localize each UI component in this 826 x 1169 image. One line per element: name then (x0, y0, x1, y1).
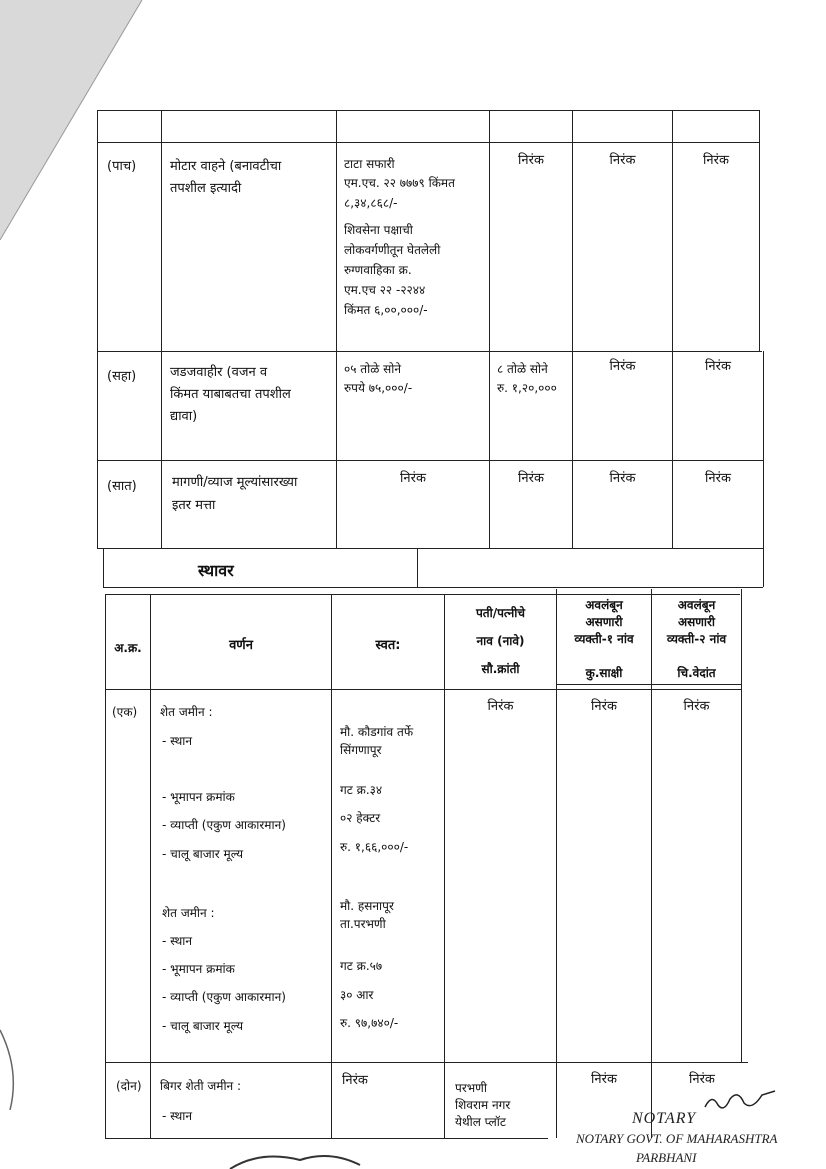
spouse-value: निरंक (518, 153, 544, 168)
row-description-line: तपशील इत्यादी (170, 181, 242, 196)
dependent1-value: निरंक (609, 153, 636, 168)
row-description-line: इतर मत्ता (172, 498, 216, 513)
row-description-line: - भूमापन क्रमांक (162, 790, 235, 804)
row-description-line: - व्याप्ती (एकुण आकारमान) (162, 990, 286, 1004)
column-header-number: अ.क्र. (114, 641, 142, 655)
column-header-spouse-line: पती/पत्नीचे (475, 606, 526, 620)
column-header-dependent1-line: अवलंबून (585, 598, 623, 612)
row-number: (सात) (107, 479, 137, 494)
self-detail-line: मौ. हसनापूर (340, 899, 394, 913)
self-detail-line: एम.एच. २२ ७७७९ किंमत (344, 176, 455, 190)
spouse-detail-line: येथील प्लॉट (455, 1115, 506, 1129)
dependent2-value: निरंक (705, 471, 731, 486)
spouse-value: निरंक (518, 471, 544, 486)
spouse-detail-line: परभणी (455, 1081, 487, 1095)
notary-title: NOTARY (632, 1110, 697, 1127)
self-detail-line: शिवसेना पक्षाची (344, 223, 413, 237)
self-detail-line: सिंगणापूर (340, 743, 382, 757)
self-detail-line: मौ. कौडगांव तर्फे (340, 725, 414, 739)
self-detail-line: गट क्र.५७ (340, 959, 383, 973)
self-detail-line: लोकवर्गणीतून घेतलेली (344, 243, 441, 257)
self-detail-line: रुग्णवाहिका क्र. (344, 263, 412, 277)
row-description-line: शेत जमीन : (160, 705, 213, 719)
dependent1-value: निरंक (609, 359, 636, 374)
row-description-line: बिगर शेती जमीन : (160, 1079, 242, 1093)
row-number: (पाच) (107, 159, 137, 174)
self-detail-line: किंमत ६,००,०००/- (344, 303, 428, 317)
column-header-dependent2-line: असणारी (677, 615, 716, 629)
self-detail-line: टाटा सफारी (344, 157, 395, 171)
spouse-detail-line: ८ तोळे सोने (497, 362, 548, 376)
column-header-description: वर्णन (229, 638, 253, 653)
spouse-value: निरंक (487, 699, 514, 714)
dependent2-value: निरंक (703, 153, 729, 168)
row-description-line: शेत जमीन : (162, 906, 215, 920)
self-value: निरंक (400, 471, 426, 486)
column-header-dependent2-line: व्यक्ती-२ नांव (666, 632, 727, 646)
column-header-dependent1-name: कु.साक्षी (585, 666, 623, 680)
self-value: निरंक (342, 1073, 368, 1088)
row-description-line: मोटार वाहने (बनावटीचा (170, 159, 282, 174)
notary-city: PARBHANI (636, 1150, 697, 1165)
column-header-dependent2-line: अवलंबून (677, 598, 716, 612)
dependent2-value: निरंक (705, 359, 731, 374)
dependent1-value: निरंक (591, 1072, 617, 1087)
self-detail-line: ८,३४,८६८/- (344, 196, 398, 210)
self-detail-line: ३० आर (340, 988, 374, 1002)
row-number: (दोन) (116, 1079, 142, 1093)
dependent1-value: निरंक (609, 471, 636, 486)
column-header-dependent1-line: असणारी (585, 615, 623, 629)
column-header-spouse-name: सौ.क्रांती (481, 662, 520, 676)
spouse-detail-line: शिवराम नगर (455, 1098, 511, 1112)
column-header-self: स्वत: (375, 638, 401, 653)
self-detail-line: एम.एच २२ -२२४४ (344, 283, 426, 297)
notary-line: NOTARY GOVT. OF MAHARASHTRA (576, 1131, 778, 1146)
row-description-line: - चालू बाजार मूल्य (162, 847, 244, 861)
self-detail-line: ०२ हेक्टर (340, 811, 381, 825)
row-description-line: - व्याप्ती (एकुण आकारमान) (162, 818, 286, 832)
signature-mark (230, 1156, 360, 1169)
dependent2-value: निरंक (683, 699, 710, 714)
column-header-dependent2-name: चि.वेदांत (677, 666, 716, 680)
column-header-dependent1-line: व्यक्ती-१ नांव (574, 632, 634, 646)
row-description-line: जडजवाहीर (वजन व (170, 365, 268, 380)
notary-signature (700, 1085, 780, 1115)
self-detail-line: गट क्र.३४ (340, 783, 383, 797)
row-number: (सहा) (107, 369, 137, 384)
self-detail-line: रुपये ७५,०००/- (344, 381, 413, 395)
row-description-line: द्यावा) (170, 409, 198, 424)
row-description-line: - स्थान (162, 1109, 193, 1123)
dependent2-value: निरंक (689, 1072, 715, 1087)
column-header-spouse-line: नाव (नावे) (476, 634, 525, 648)
row-description-line: - चालू बाजार मूल्य (162, 1019, 244, 1033)
section-title: स्थावर (198, 561, 234, 580)
self-detail-line: रु. १,६६,०००/- (340, 840, 409, 854)
self-detail-line: रु. ९७,७४०/- (340, 1016, 399, 1030)
spouse-detail-line: रु. १,२०,००० (497, 381, 557, 395)
row-description-line: किंमत याबाबतचा तपशील (170, 387, 291, 402)
row-number: (एक) (112, 705, 138, 719)
self-detail-line: ता.परभणी (340, 917, 386, 931)
self-detail-line: ०५ तोळे सोने (344, 362, 402, 376)
row-description-line: - स्थान (162, 934, 193, 948)
row-description-line: मागणी/व्याज मूल्यांसारख्या (172, 475, 298, 490)
row-description-line: - भूमापन क्रमांक (162, 962, 235, 976)
dependent1-value: निरंक (591, 699, 617, 714)
row-description-line: - स्थान (162, 734, 193, 748)
